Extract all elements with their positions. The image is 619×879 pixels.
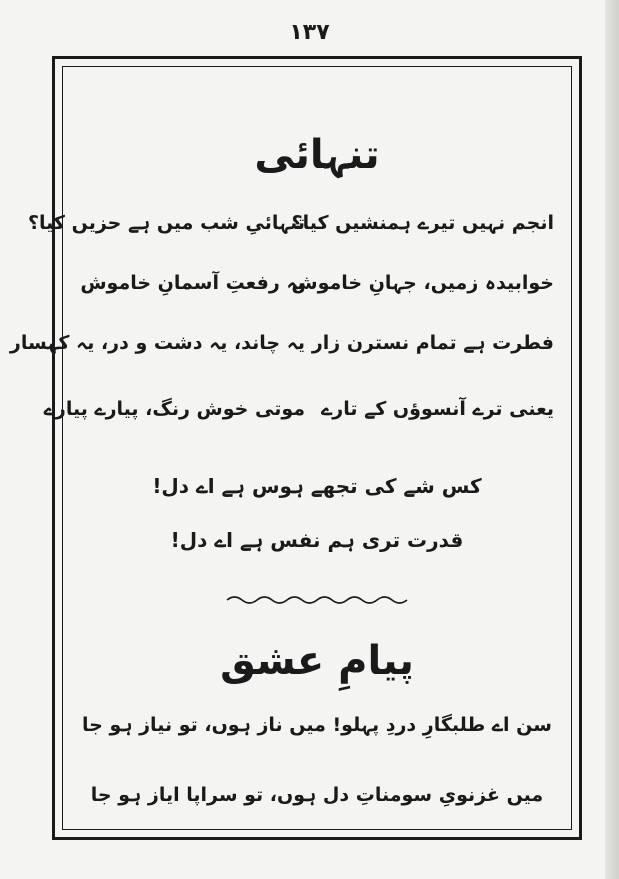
- poem-title-payam-e-ishq: پیامِ عشق: [220, 638, 414, 684]
- closing-line-2: قدرت تری ہم نفس ہے اے دل!: [170, 528, 464, 552]
- poem-title-tanhai: تنہائی: [254, 132, 380, 178]
- couplet-1: [28, 212, 554, 252]
- page-edge: [605, 0, 619, 879]
- misra-second: یعنی ترے آنسوؤں کے تارے: [321, 398, 554, 420]
- misra-first: یہ رفعتِ آسمانِ خاموش: [80, 272, 305, 294]
- wavy-divider: [227, 593, 407, 607]
- closing-line-1: کس شے کی تجھے ہوس ہے اے دل!: [152, 474, 482, 498]
- payam-line-1: سن اے طلبگارِ دردِ پہلو! میں ناز ہوں، تو نیاز ہو جا: [82, 714, 552, 736]
- misra-second: فطرت ہے تمام نسترن زار: [311, 332, 554, 354]
- payam-line-2: میں غزنویِ سومناتِ دل ہوں، تو سراپا ایاز ہو جا: [90, 784, 544, 806]
- misra-second: خوابیدہ زمیں، جہانِ خاموش: [291, 272, 554, 294]
- couplet-3: [9, 332, 554, 372]
- page-content: [9, 66, 572, 830]
- misra-second: انجم نہیں تیرے ہمنشیں کیا؟: [291, 212, 554, 234]
- page-number: ۱۳۷: [289, 20, 330, 45]
- couplet-4: [43, 398, 554, 438]
- misra-first: یہ چاند، یہ دشت و در، یہ کہسار: [9, 332, 305, 354]
- misra-first: موتی خوش رنگ، پیارے پیارے: [43, 398, 305, 420]
- couplet-2: [80, 272, 554, 312]
- misra-first: تنہائیِ شب میں ہے حزیں کیا؟: [28, 212, 305, 234]
